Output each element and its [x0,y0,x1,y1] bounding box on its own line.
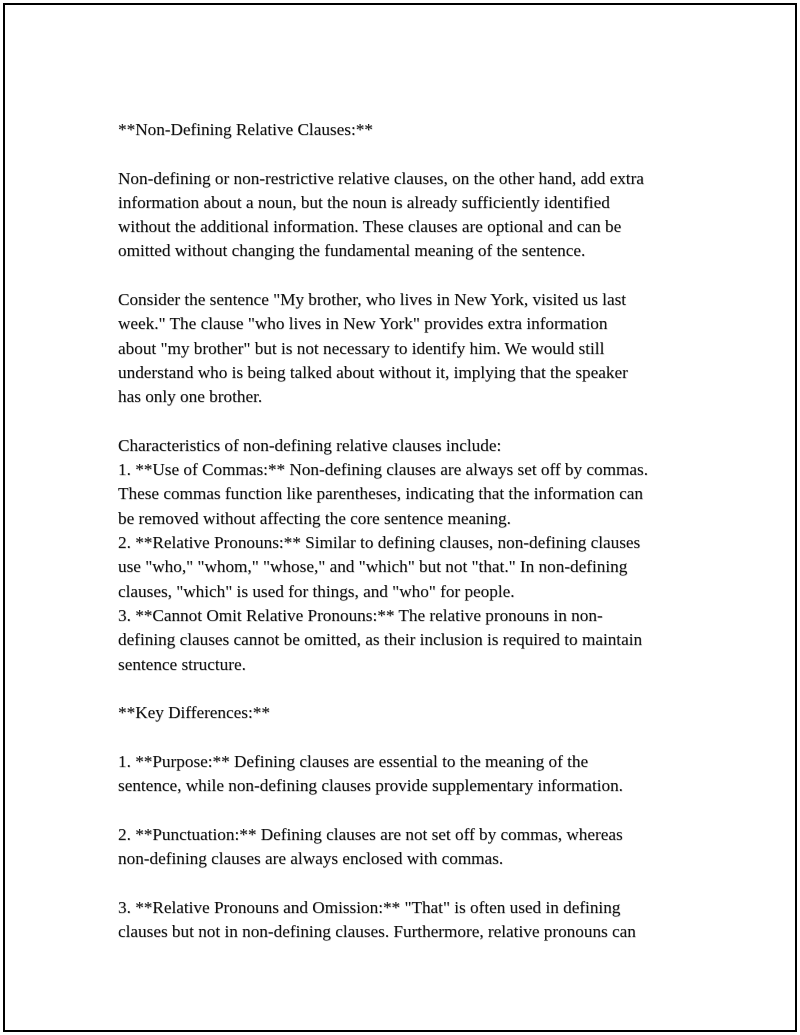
paragraph-line: information about a noun, but the noun is already sufficiently identified [118,192,610,212]
heading-text: **Non-Defining Relative Clauses:** [118,120,373,139]
paragraph-line: about "my brother" but is not necessary to identify him. We would still [118,338,605,358]
paragraph-line: clauses but not in non-defining clauses. Furthermore, relative pronouns can [118,921,636,941]
paragraph-line: Non-defining or non-restrictive relative clauses, on the other hand, add extra [118,168,644,188]
list-line: These commas function like parentheses, indicating that the information can [118,484,644,504]
list-line: 3. **Cannot Omit Relative Pronouns:** The relative pronouns in non- [118,605,603,625]
characteristics-list [118,434,698,677]
paragraph-line: non-defining clauses are always enclosed with commas. [118,848,504,868]
paragraph-line: 3. **Relative Pronouns and Omission:** "That" is often used in defining [118,897,621,917]
list-line: defining clauses cannot be omitted, as their inclusion is required to maintain [118,630,643,650]
list-line: sentence structure. [118,654,246,674]
paragraph-example [118,288,698,409]
paragraph-line: 1. **Purpose:** Defining clauses are essential to the meaning of the [118,751,589,771]
document-body [118,118,698,968]
paragraph-line: omitted without changing the fundamental meaning of the sentence. [118,241,586,261]
list-line: clauses, "which" is used for things, and "who" for people. [118,581,515,601]
difference-purpose [118,750,698,799]
paragraph-line: 2. **Punctuation:** Defining clauses are not set off by commas, whereas [118,824,623,844]
list-line: 2. **Relative Pronouns:** Similar to defining clauses, non-defining clauses [118,533,641,553]
list-line: be removed without affecting the core sentence meaning. [118,508,511,528]
paragraph-line: Consider the sentence "My brother, who lives in New York, visited us last [118,290,627,310]
paragraph-line: understand who is being talked about without it, implying that the speaker [118,362,628,382]
paragraph-line: without the additional information. These clauses are optional and can be [118,217,622,237]
list-line: 1. **Use of Commas:** Non-defining clauses are always set off by commas. [118,460,648,480]
list-line: use "who," "whom," "whose," and "which" but not "that." In non-defining [118,557,628,577]
difference-pronouns-omission [118,896,698,945]
list-line: Characteristics of non-defining relative clauses include: [118,435,502,455]
difference-punctuation [118,823,698,872]
heading-key-differences [118,701,698,725]
paragraph-line: has only one brother. [118,387,263,407]
paragraph-definition [118,167,698,264]
heading-text: **Key Differences:** [118,703,270,723]
heading-non-defining [118,118,698,142]
paragraph-line: week." The clause "who lives in New York" provides extra information [118,314,608,334]
paragraph-line: sentence, while non-defining clauses provide supplementary information. [118,776,623,796]
